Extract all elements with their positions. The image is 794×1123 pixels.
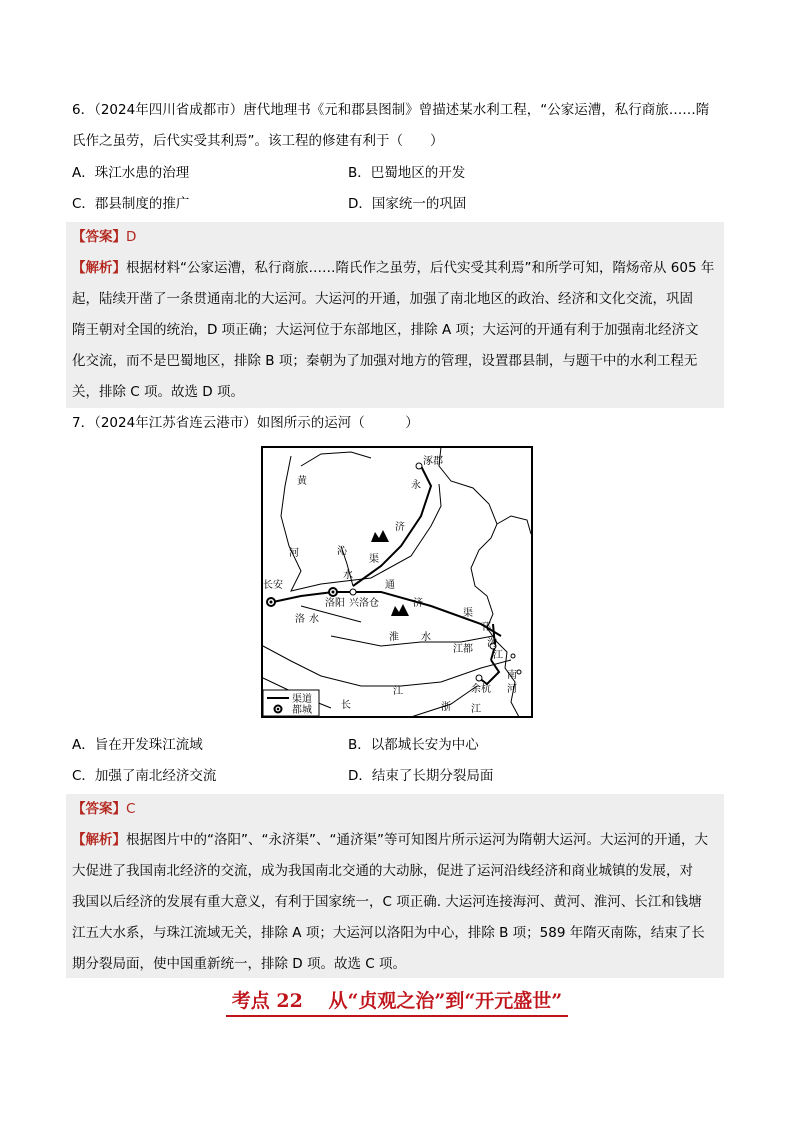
q7-option-c: C．加强了南北经济交流 (72, 768, 217, 784)
label-jiangdu: 江都 (453, 644, 473, 655)
q6-stem-line1: 6．（2024年四川省成都市）唐代地理书《元和郡县图制》曾描述某水利工程，“公家运漕，私行商旅……隋 (72, 102, 710, 118)
q7-answer-key: 【答案】 (72, 801, 126, 817)
q6-answer-key: 【答案】 (72, 229, 126, 245)
q7-answer (72, 799, 135, 819)
label-xingluocang: 兴洛仓 (349, 598, 379, 609)
label-he2: 河 (507, 684, 517, 695)
q6-option-b: B．巴蜀地区的开发 (348, 165, 466, 181)
label-nan: 南 (507, 670, 517, 681)
label-tong: 通 (385, 580, 395, 591)
label-he: 河 (289, 548, 299, 559)
grand-canal-map (261, 446, 533, 718)
q7-option-d: D．结束了长期分裂局面 (348, 768, 494, 784)
q7-analysis-line2: 大促进了我国南北经济的交流，成为我国南北交通的大动脉，促进了运河沿线经济和商业城镇的发展，对 (72, 863, 693, 879)
label-jiang-nan: 江 (493, 650, 503, 661)
q6-option-a: A．珠江水患的治理 (72, 165, 190, 181)
label-yong: 永 (411, 480, 421, 491)
q6-answer (72, 227, 136, 247)
label-shui3: 水 (421, 632, 431, 643)
q6-answer-value: D (126, 229, 137, 245)
section-title-text: 考点 22 从“贞观之治”到“开元盛世” (226, 990, 568, 1017)
legend-canal-label: 渠道 (292, 694, 312, 705)
q7-option-a: A．旨在开发珠江流域 (72, 737, 203, 753)
q7-analysis-text1: 根据图片中的“洛阳”、“永济渠”、“通济渠”等可知图片所示运河为隋朝大运河。大运河的开通，大 (126, 832, 708, 848)
label-shui: 水 (343, 570, 353, 581)
label-jiang: 江 (393, 686, 403, 697)
q6-option-d: D．国家统一的巩固 (348, 196, 467, 212)
q6-analysis-text1: 根据材料“公家运漕，私行商旅……隋氏作之虽劳，后代实受其利焉”和所学可知，隋炀帝从 605 年 (126, 260, 715, 276)
q6-analysis-line3: 隋王朝对全国的统治，D 项正确；大运河位于东部地区，排除 A 项；大运河的开通有利于加强南北经济文 (72, 322, 699, 338)
q6-answer-block (66, 222, 724, 408)
q7-analysis-line1 (72, 830, 708, 850)
label-luoyang: 洛阳 (325, 598, 345, 609)
q6-stem-line2: 氏作之虽劳，后代实受其利焉”。该工程的修建有利于（ ） (72, 133, 444, 149)
capital-changan-dot (270, 601, 273, 604)
section-title (0, 986, 794, 1013)
q7-answer-block (66, 794, 724, 978)
q6-option-c: C．郡县制度的推广 (72, 196, 190, 212)
q6-analysis-line1 (72, 258, 714, 278)
city-zhuojun (416, 463, 422, 469)
label-changan: 长安 (263, 580, 283, 591)
map-border (262, 447, 532, 717)
q6-analysis-line5: 关，排除 C 项。故选 D 项。 (72, 384, 244, 400)
city-xingluocang (350, 589, 356, 595)
label-ji2: 济 (413, 598, 423, 609)
city-yuhang (476, 675, 482, 681)
q7-stem: 7．（2024年江苏省连云港市）如图所示的运河（ ） (72, 415, 419, 431)
label-luo: 洛 (295, 614, 305, 625)
label-chang: 长 (341, 700, 351, 711)
label-yuhang: 余杭 (471, 684, 491, 695)
q6-analysis-line4: 化交流，而不是巴蜀地区，排除 B 项；秦朝为了加强对地方的管理，设置郡县制，与题干中的水利工程无 (72, 353, 698, 369)
label-qu2: 渠 (463, 608, 473, 619)
label-han: 邗 (481, 622, 491, 633)
q7-analysis-line5: 期分裂局面，使中国重新统一，排除 D 项。故选 C 项。 (72, 956, 406, 972)
legend-capital-dot (277, 708, 280, 711)
label-huang: 黄 (297, 476, 307, 487)
q6-analysis-key: 【解析】 (72, 260, 126, 276)
label-qin: 沁 (337, 546, 347, 557)
q7-analysis-line4: 江五大水系，与珠江流域无关，排除 A 项；大运河以洛阳为中心，排除 B 项；589 年隋灭南陈，结束了长 (72, 925, 705, 941)
label-zhuojun: 涿郡 (423, 456, 443, 467)
q7-option-b: B．以都城长安为中心 (348, 737, 479, 753)
label-ji1: 济 (395, 522, 405, 533)
q7-answer-value: C (126, 801, 136, 817)
label-gou: 沟 (487, 638, 497, 649)
label-zhe: 浙 (441, 702, 451, 713)
label-huai: 淮 (389, 632, 399, 643)
label-jiang2: 江 (471, 704, 481, 715)
legend-capital-label: 都城 (292, 705, 312, 716)
label-qu1: 渠 (369, 554, 379, 565)
q7-analysis-line3: 我国以后经济的发展有重大意义，有利于国家统一，C 项正确. 大运河连接海河、黄河、淮河、长江和钱塘 (72, 894, 702, 910)
q7-analysis-key: 【解析】 (72, 832, 126, 848)
city-luoyang-dot (332, 591, 335, 594)
label-shui2: 水 (309, 614, 319, 625)
q6-analysis-line2: 起，陆续开凿了一条贯通南北的大运河。大运河的开通，加强了南北地区的政治、经济和文化交流，巩固 (72, 291, 693, 307)
